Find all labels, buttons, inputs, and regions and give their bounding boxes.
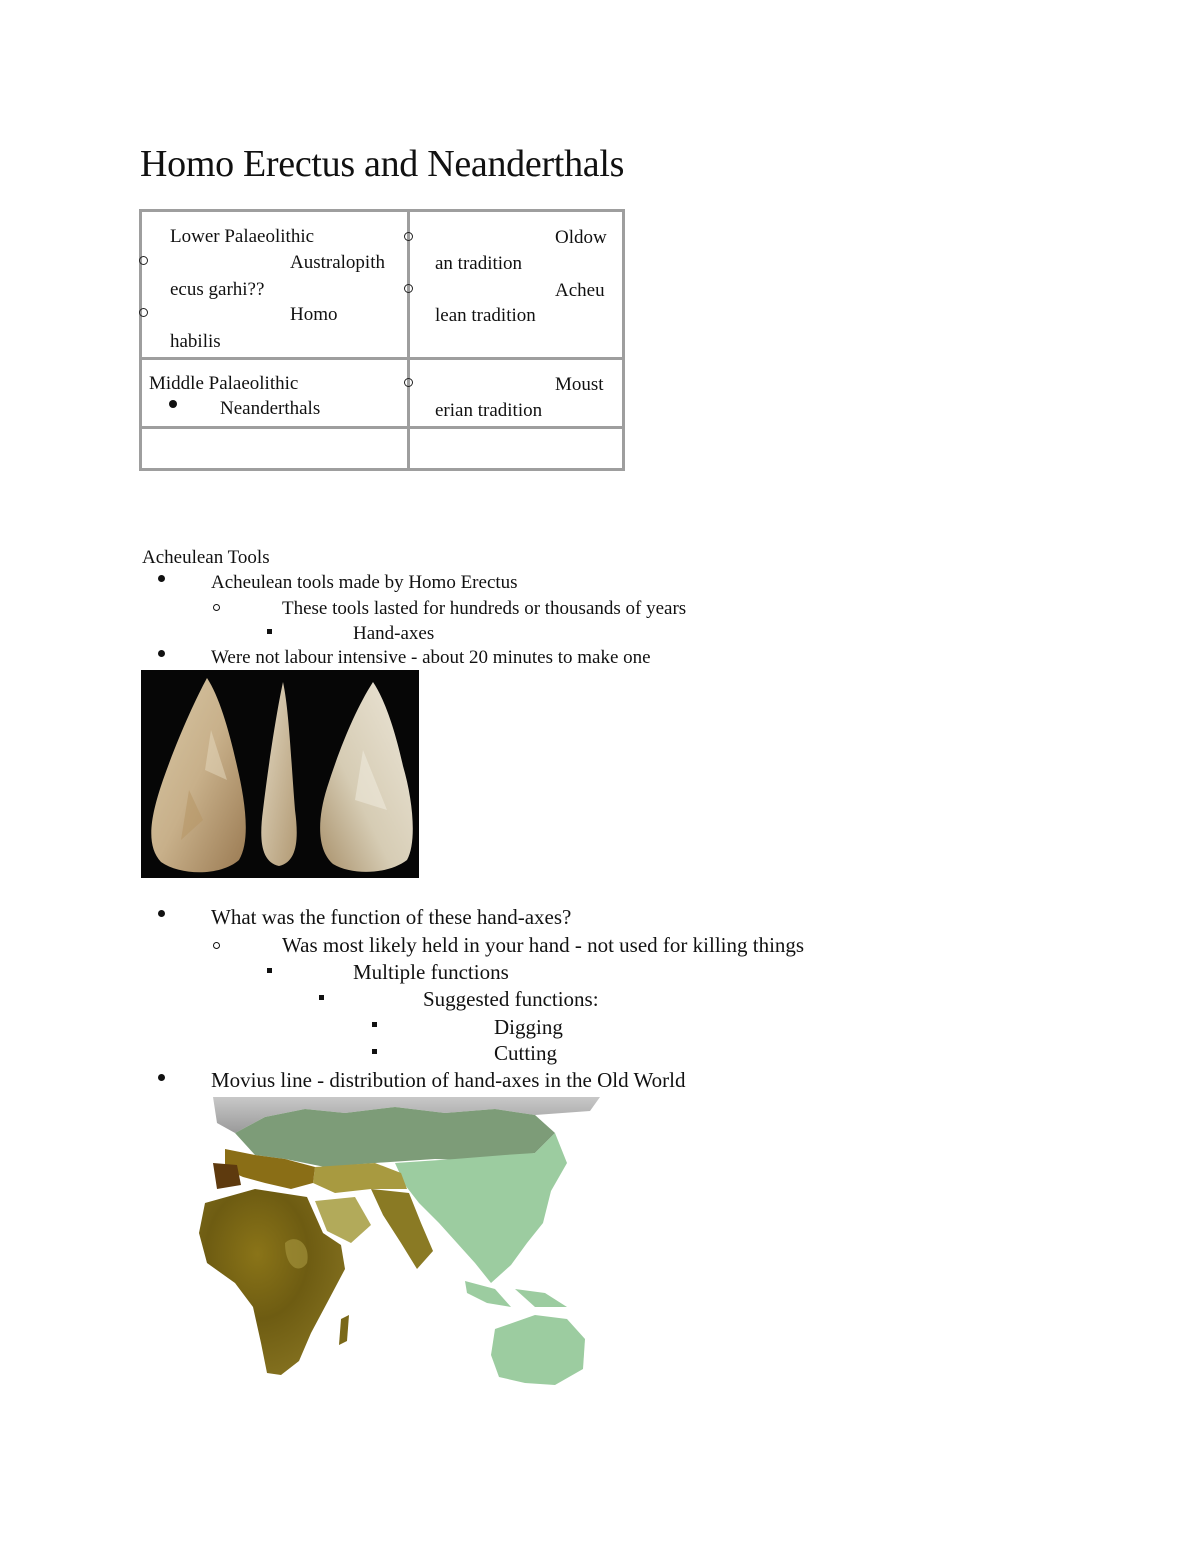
bullet-icon — [158, 910, 165, 917]
table-cell-tradition: lean tradition — [435, 305, 536, 326]
list-item: Cutting — [494, 1041, 558, 1065]
table-column-divider — [407, 212, 410, 468]
table-cell-tradition: erian tradition — [435, 400, 543, 421]
sub-bullet-icon — [139, 308, 148, 317]
sub-bullet-icon — [404, 378, 413, 387]
list-item: Digging — [494, 1015, 563, 1039]
sub-bullet-icon — [213, 604, 220, 611]
bullet-icon — [158, 1074, 165, 1081]
table-cell-tradition: an tradition — [435, 253, 523, 274]
table-cell-tradition: Acheu — [555, 280, 605, 301]
table-cell-text: habilis — [170, 331, 221, 352]
sub-bullet-icon — [213, 942, 220, 949]
square-bullet-icon — [267, 968, 272, 973]
page-title: Homo Erectus and Neanderthals — [140, 143, 625, 185]
list-item: Acheulean tools made by Homo Erectus — [211, 572, 518, 593]
bullet-icon — [158, 650, 165, 657]
list-item: Suggested functions: — [423, 987, 599, 1011]
list-item: Were not labour intensive - about 20 minutes to make one — [211, 647, 651, 668]
square-bullet-icon — [372, 1022, 377, 1027]
hand-axes-photo — [141, 670, 419, 878]
table-cell-period: Lower Palaeolithic — [170, 226, 315, 247]
table-cell-text: ecus garhi?? — [170, 279, 265, 300]
table-row-divider — [142, 426, 622, 429]
table-row-divider — [142, 357, 622, 360]
table-cell-period: Middle Palaeolithic — [149, 373, 299, 394]
sub-bullet-icon — [404, 284, 413, 293]
list-item: What was the function of these hand-axes? — [211, 905, 572, 929]
list-item: These tools lasted for hundreds or thousands of years — [282, 598, 687, 619]
table-cell-text: Australopith — [290, 252, 385, 273]
list-item: Was most likely held in your hand - not used for killing things — [282, 933, 805, 957]
palaeolithic-table — [139, 209, 625, 471]
table-cell-text: Neanderthals — [220, 398, 321, 419]
list-item: Multiple functions — [353, 960, 509, 984]
bullet-icon — [158, 575, 165, 582]
table-cell-tradition: Moust — [555, 374, 604, 395]
list-item: Movius line - distribution of hand-axes in the Old World — [211, 1068, 686, 1092]
section-heading: Acheulean Tools — [142, 547, 270, 568]
bullet-icon — [169, 400, 177, 408]
list-item: Hand-axes — [353, 623, 435, 644]
square-bullet-icon — [372, 1049, 377, 1054]
sub-bullet-icon — [139, 256, 148, 265]
table-cell-tradition: Oldow — [555, 227, 607, 248]
square-bullet-icon — [319, 995, 324, 1000]
square-bullet-icon — [267, 629, 272, 634]
movius-line-map — [195, 1093, 605, 1391]
table-cell-text: Homo — [290, 304, 338, 325]
sub-bullet-icon — [404, 232, 413, 241]
